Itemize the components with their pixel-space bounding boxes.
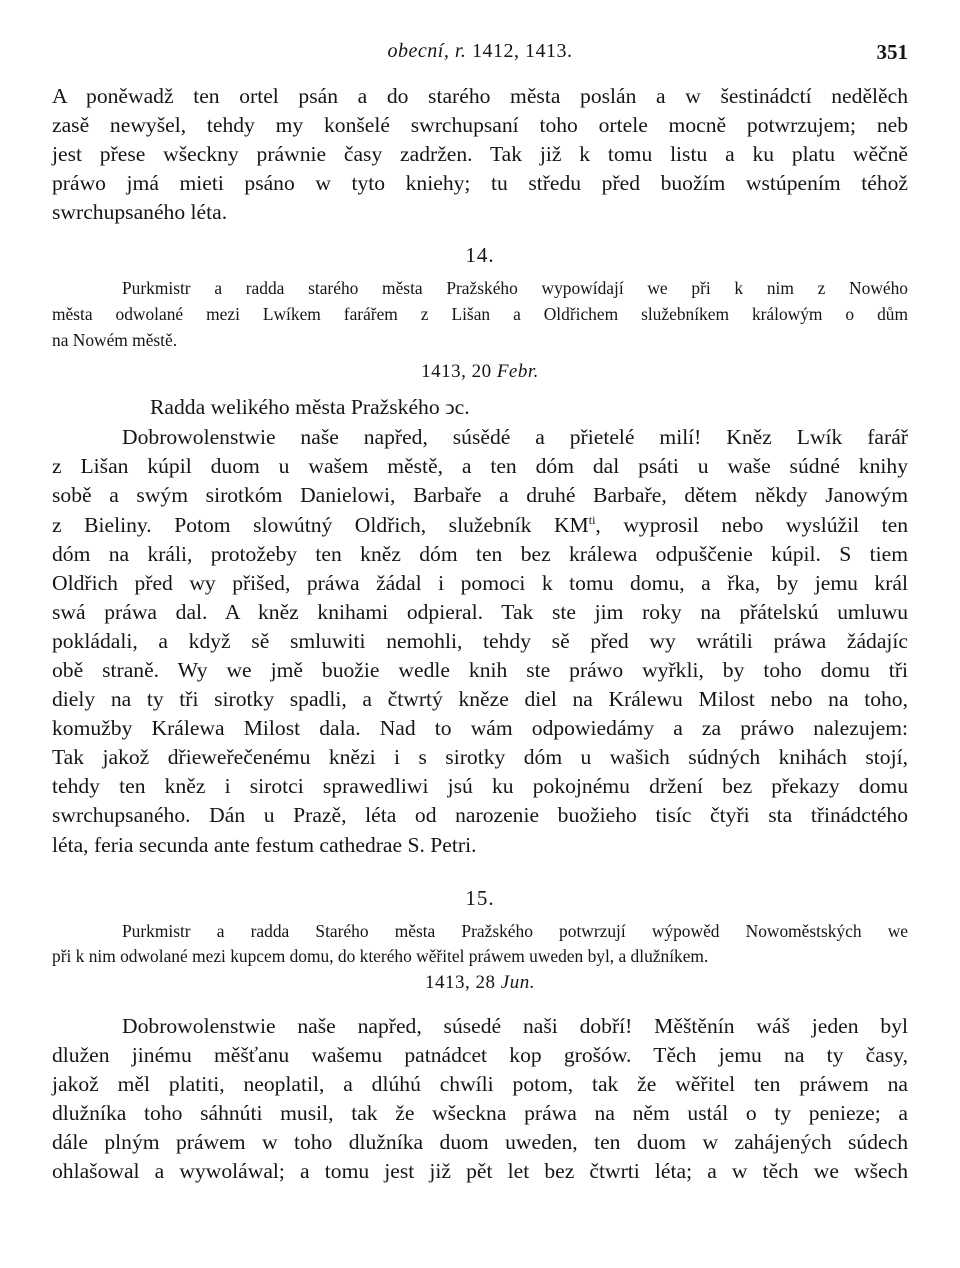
summary-line: Purkmistr a radda starého města Pražského wypowídají we při k nim z Nowého	[122, 278, 908, 299]
section-14-address: Radda welikého města Pražského ↄc.	[150, 395, 470, 420]
text-line: z Lišan kúpil duom u wašem městě, a ten dóm dal psáti u waše súdné knihy	[52, 454, 908, 479]
intro-paragraph	[52, 82, 908, 227]
text-fragment: , wyprosil nebo wyslúžil ten	[595, 512, 908, 537]
text-line-with-superscript	[52, 511, 908, 540]
text-line: swrchupsaného. Dán u Prazě, léta od narozenie buožieho tisíc čtyři sta třinádctého	[52, 803, 908, 828]
page-number: 351	[876, 40, 908, 64]
text-line: Tak jakož dřieweřečenému knězi i s sirotky dóm u wašich súdných knihách stojí,	[52, 745, 908, 770]
section-14-date	[52, 361, 908, 383]
text-line: Dobrowolenstwie naše napřed, súsědé a přietelé milí! Kněz Lwík farář	[122, 425, 908, 450]
running-head-title	[52, 40, 908, 63]
running-head-years: 1412, 1413.	[466, 40, 573, 62]
section-14-number: 14.	[465, 243, 495, 268]
text-line: diely na ty tři sirotky spadli, a čtwrtý kněze diel na Králewu Milost nebo na toho,	[52, 687, 908, 712]
text-line: zasě newyšel, tehdy my konšelé swrchupsaní toho ortele mocně potwrzujem; neb	[52, 113, 908, 138]
running-head-italic: obecní, r.	[387, 40, 467, 62]
section-15-text	[52, 1012, 908, 1187]
summary-line: při k nim odwolané mezi kupcem domu, do kterého wěřitel práwem uweden byl, a dlužníkem.	[52, 946, 709, 967]
text-line: sobě a swým sirotkóm Danielowi, Barbaře a druhé Barbaře, dětem někdy Janowým	[52, 483, 908, 508]
text-line: dlužen jinému měšťanu wašemu patnádcet kop grošów. Těch jemu na ty časy,	[52, 1042, 908, 1067]
summary-line: na Nowém městě.	[52, 329, 178, 350]
section-15-number: 15.	[465, 885, 495, 910]
text-line: ohlašowal a wywoláwal; a tomu jest již pět let bez čtwrti léta; a w těch we wšech	[52, 1159, 908, 1184]
summary-line: Purkmistr a radda Starého města Pražského potwrzují wýpowěd Nowoměstských we	[122, 920, 908, 941]
running-head	[52, 40, 908, 74]
text-line: dále plným práwem w toho dlužníka duom uweden, ten duom w zahájených súdech	[52, 1130, 908, 1155]
text-line: A poněwadž ten ortel psán a do starého města poslán a w šestinádctí nedělěch	[52, 84, 908, 108]
text-line: swrchupsaného léta.	[52, 200, 228, 225]
date-year: 1413, 28	[425, 971, 501, 993]
section-15-date	[52, 972, 908, 994]
text-line: obě straně. Wy we jmě buožie wedle knih ste práwo wyřkli, by toho domu tři	[52, 658, 908, 682]
summary-line: města odwolané mezi Lwíkem farářem z Lišan a Oldřichem služebníkem králowým o dům	[52, 304, 908, 325]
date-year: 1413, 20	[421, 361, 497, 383]
text-line: dlužníka toho sáhnúti musil, tak že wšeckna práwa na něm ustál o ty penieze; a	[52, 1101, 908, 1126]
text-line: tehdy ten kněz i sirotci sprawedliwi jsú ku pokojnému držení bez překazy domu	[52, 774, 908, 799]
text-line: práwo jmá mieti psáno w tyto kniehy; tu středu před buožím wstúpením téhož	[52, 171, 908, 196]
page	[52, 40, 908, 1186]
section-14-text	[52, 423, 908, 859]
text-line: Dobrowolenstwie naše napřed, súsedé naši dobří! Měštěnín wáš jeden byl	[122, 1013, 908, 1038]
superscript-mark: ti	[588, 512, 596, 527]
text-line: jakož měl platiti, neoplatil, a dlúhú chwíli potom, tak že wěřitel ten práwem na	[52, 1072, 908, 1097]
date-month: Febr.	[496, 361, 539, 383]
text-line: Oldřich před wy přišed, práwa žádal i pomoci k tomu domu, a řka, by jemu král	[52, 570, 908, 595]
date-month: Jun.	[500, 971, 535, 993]
text-line: jest přese wšeckny práwnie časy zadržen. Tak již k tomu listu a ku platu wěčně	[52, 142, 908, 167]
text-line: swá práwa dal. A kněz knihami odpieral. Tak ste jim roky na přátelskú umluwu	[52, 599, 908, 624]
text-line: léta, feria secunda ante festum cathedrae S. Petri.	[52, 832, 477, 857]
section-15-summary	[52, 919, 908, 970]
section-14-summary	[52, 276, 908, 353]
text-line: komužby Králewa Milost dala. Nad to wám odpowiedámy a za práwo nalezujem:	[52, 716, 908, 741]
text-line: pokládali, a když sě smluwiti nemohli, tehdy sě před wy wrátili práwa žádajíc	[52, 628, 908, 653]
text-fragment: z Bieliny. Potom slowútný Oldřich, služebník KM	[52, 512, 589, 537]
text-line: dóm na králi, protožeby ten kněz dóm ten bez králewa odpuščenie kúpil. S tiem	[52, 541, 908, 566]
